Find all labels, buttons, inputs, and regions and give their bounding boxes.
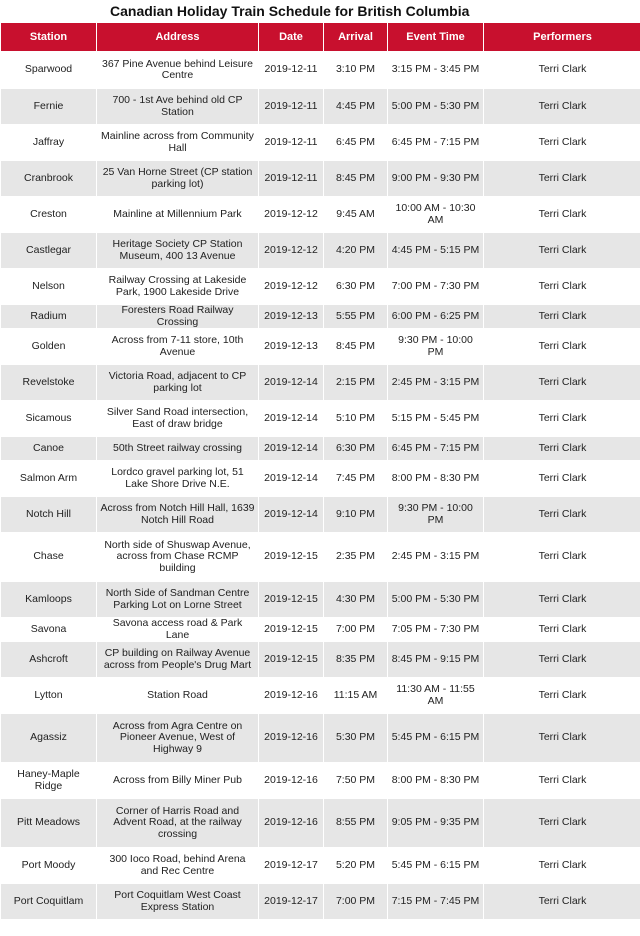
arrival-cell: 3:10 PM <box>324 52 387 88</box>
event-time-cell: 11:30 AM - 11:55 AM <box>388 678 483 713</box>
date-cell: 2019-12-14 <box>259 401 323 436</box>
table-row <box>1 848 640 883</box>
date-cell: 2019-12-11 <box>259 52 323 88</box>
arrival-cell: 7:50 PM <box>324 763 387 798</box>
table-body <box>1 52 640 919</box>
date-cell: 2019-12-11 <box>259 125 323 160</box>
event-time-cell: 2:45 PM - 3:15 PM <box>388 533 483 581</box>
performers-cell: Terri Clark <box>484 269 640 304</box>
performers-cell: Terri Clark <box>484 52 640 88</box>
performers-cell: Terri Clark <box>484 401 640 436</box>
header-arrival: Arrival <box>324 23 387 51</box>
arrival-cell: 9:45 AM <box>324 197 387 232</box>
address-cell: Mainline at Millennium Park <box>97 197 258 232</box>
date-cell: 2019-12-15 <box>259 642 323 677</box>
performers-cell: Terri Clark <box>484 582 640 617</box>
performers-cell: Terri Clark <box>484 497 640 532</box>
table-row <box>1 533 640 581</box>
station-cell: Revelstoke <box>1 365 96 400</box>
address-cell: Across from Billy Miner Pub <box>97 763 258 798</box>
event-time-cell: 6:45 PM - 7:15 PM <box>388 437 483 460</box>
header-station: Station <box>1 23 96 51</box>
performers-cell: Terri Clark <box>484 799 640 847</box>
date-cell: 2019-12-11 <box>259 89 323 124</box>
table-row <box>1 618 640 641</box>
performers-cell: Terri Clark <box>484 848 640 883</box>
performers-cell: Terri Clark <box>484 763 640 798</box>
station-cell: Cranbrook <box>1 161 96 196</box>
performers-cell: Terri Clark <box>484 329 640 364</box>
date-cell: 2019-12-13 <box>259 329 323 364</box>
date-cell: 2019-12-14 <box>259 365 323 400</box>
date-cell: 2019-12-17 <box>259 884 323 919</box>
arrival-cell: 5:55 PM <box>324 305 387 328</box>
address-cell: CP building on Railway Avenue across from People's Drug Mart <box>97 642 258 677</box>
performers-cell: Terri Clark <box>484 533 640 581</box>
event-time-cell: 5:45 PM - 6:15 PM <box>388 848 483 883</box>
station-cell: Fernie <box>1 89 96 124</box>
date-cell: 2019-12-15 <box>259 533 323 581</box>
station-cell: Pitt Meadows <box>1 799 96 847</box>
table-row <box>1 365 640 400</box>
table-row <box>1 678 640 713</box>
event-time-cell: 4:45 PM - 5:15 PM <box>388 233 483 268</box>
address-cell: Across from Agra Centre on Pioneer Avenue, West of Highway 9 <box>97 714 258 762</box>
schedule-table <box>0 22 640 920</box>
address-cell: Foresters Road Railway Crossing <box>97 305 258 328</box>
arrival-cell: 2:15 PM <box>324 365 387 400</box>
table-row <box>1 884 640 919</box>
event-time-cell: 6:45 PM - 7:15 PM <box>388 125 483 160</box>
station-cell: Radium <box>1 305 96 328</box>
event-time-cell: 2:45 PM - 3:15 PM <box>388 365 483 400</box>
event-time-cell: 8:00 PM - 8:30 PM <box>388 763 483 798</box>
date-cell: 2019-12-16 <box>259 678 323 713</box>
arrival-cell: 7:00 PM <box>324 618 387 641</box>
arrival-cell: 4:45 PM <box>324 89 387 124</box>
arrival-cell: 5:20 PM <box>324 848 387 883</box>
table-row <box>1 305 640 328</box>
station-cell: Sicamous <box>1 401 96 436</box>
date-cell: 2019-12-13 <box>259 305 323 328</box>
date-cell: 2019-12-15 <box>259 618 323 641</box>
table-row <box>1 233 640 268</box>
performers-cell: Terri Clark <box>484 437 640 460</box>
arrival-cell: 7:00 PM <box>324 884 387 919</box>
performers-cell: Terri Clark <box>484 89 640 124</box>
page-title: Canadian Holiday Train Schedule for British Columbia <box>110 3 470 19</box>
table-row <box>1 461 640 496</box>
arrival-cell: 6:45 PM <box>324 125 387 160</box>
event-time-cell: 7:00 PM - 7:30 PM <box>388 269 483 304</box>
station-cell: Ashcroft <box>1 642 96 677</box>
station-cell: Notch Hill <box>1 497 96 532</box>
date-cell: 2019-12-16 <box>259 714 323 762</box>
arrival-cell: 8:55 PM <box>324 799 387 847</box>
performers-cell: Terri Clark <box>484 461 640 496</box>
station-cell: Jaffray <box>1 125 96 160</box>
table-row <box>1 401 640 436</box>
event-time-cell: 5:15 PM - 5:45 PM <box>388 401 483 436</box>
date-cell: 2019-12-11 <box>259 161 323 196</box>
header-date: Date <box>259 23 323 51</box>
address-cell: 300 Ioco Road, behind Arena and Rec Centre <box>97 848 258 883</box>
station-cell: Agassiz <box>1 714 96 762</box>
arrival-cell: 11:15 AM <box>324 678 387 713</box>
station-cell: Sparwood <box>1 52 96 88</box>
event-time-cell: 7:15 PM - 7:45 PM <box>388 884 483 919</box>
address-cell: Station Road <box>97 678 258 713</box>
performers-cell: Terri Clark <box>484 642 640 677</box>
station-cell: Castlegar <box>1 233 96 268</box>
arrival-cell: 4:30 PM <box>324 582 387 617</box>
event-time-cell: 5:45 PM - 6:15 PM <box>388 714 483 762</box>
address-cell: Across from 7-11 store, 10th Avenue <box>97 329 258 364</box>
header-row <box>1 23 640 51</box>
table-row <box>1 642 640 677</box>
arrival-cell: 2:35 PM <box>324 533 387 581</box>
address-cell: Railway Crossing at Lakeside Park, 1900 Lakeside Drive <box>97 269 258 304</box>
date-cell: 2019-12-12 <box>259 197 323 232</box>
performers-cell: Terri Clark <box>484 161 640 196</box>
address-cell: Lordco gravel parking lot, 51 Lake Shore Drive N.E. <box>97 461 258 496</box>
event-time-cell: 5:00 PM - 5:30 PM <box>388 582 483 617</box>
date-cell: 2019-12-14 <box>259 461 323 496</box>
performers-cell: Terri Clark <box>484 618 640 641</box>
table-row <box>1 497 640 532</box>
station-cell: Golden <box>1 329 96 364</box>
event-time-cell: 9:30 PM - 10:00 PM <box>388 329 483 364</box>
event-time-cell: 5:00 PM - 5:30 PM <box>388 89 483 124</box>
arrival-cell: 6:30 PM <box>324 269 387 304</box>
date-cell: 2019-12-14 <box>259 497 323 532</box>
arrival-cell: 4:20 PM <box>324 233 387 268</box>
station-cell: Lytton <box>1 678 96 713</box>
address-cell: Victoria Road, adjacent to CP parking lot <box>97 365 258 400</box>
station-cell: Nelson <box>1 269 96 304</box>
station-cell: Creston <box>1 197 96 232</box>
table-row <box>1 197 640 232</box>
address-cell: Savona access road & Park Lane <box>97 618 258 641</box>
station-cell: Chase <box>1 533 96 581</box>
event-time-cell: 10:00 AM - 10:30 AM <box>388 197 483 232</box>
performers-cell: Terri Clark <box>484 197 640 232</box>
arrival-cell: 8:45 PM <box>324 329 387 364</box>
date-cell: 2019-12-12 <box>259 269 323 304</box>
table-row <box>1 763 640 798</box>
address-cell: Across from Notch Hill Hall, 1639 Notch Hill Road <box>97 497 258 532</box>
header-event-time: Event Time <box>388 23 483 51</box>
station-cell: Canoe <box>1 437 96 460</box>
event-time-cell: 6:00 PM - 6:25 PM <box>388 305 483 328</box>
address-cell: Corner of Harris Road and Advent Road, at the railway crossing <box>97 799 258 847</box>
performers-cell: Terri Clark <box>484 678 640 713</box>
address-cell: Mainline across from Community Hall <box>97 125 258 160</box>
address-cell: Port Coquitlam West Coast Express Station <box>97 884 258 919</box>
arrival-cell: 9:10 PM <box>324 497 387 532</box>
date-cell: 2019-12-14 <box>259 437 323 460</box>
arrival-cell: 5:10 PM <box>324 401 387 436</box>
table-row <box>1 799 640 847</box>
event-time-cell: 8:00 PM - 8:30 PM <box>388 461 483 496</box>
table-row <box>1 437 640 460</box>
date-cell: 2019-12-16 <box>259 799 323 847</box>
table-row <box>1 582 640 617</box>
date-cell: 2019-12-12 <box>259 233 323 268</box>
performers-cell: Terri Clark <box>484 233 640 268</box>
address-cell: North side of Shuswap Avenue, across from Chase RCMP building <box>97 533 258 581</box>
table-row <box>1 161 640 196</box>
event-time-cell: 9:30 PM - 10:00 PM <box>388 497 483 532</box>
header-address: Address <box>97 23 258 51</box>
performers-cell: Terri Clark <box>484 884 640 919</box>
arrival-cell: 5:30 PM <box>324 714 387 762</box>
address-cell: 25 Van Horne Street (CP station parking lot) <box>97 161 258 196</box>
station-cell: Port Coquitlam <box>1 884 96 919</box>
station-cell: Salmon Arm <box>1 461 96 496</box>
address-cell: 700 - 1st Ave behind old CP Station <box>97 89 258 124</box>
arrival-cell: 7:45 PM <box>324 461 387 496</box>
station-cell: Port Moody <box>1 848 96 883</box>
event-time-cell: 9:05 PM - 9:35 PM <box>388 799 483 847</box>
event-time-cell: 8:45 PM - 9:15 PM <box>388 642 483 677</box>
arrival-cell: 8:45 PM <box>324 161 387 196</box>
date-cell: 2019-12-17 <box>259 848 323 883</box>
performers-cell: Terri Clark <box>484 365 640 400</box>
event-time-cell: 9:00 PM - 9:30 PM <box>388 161 483 196</box>
header-performers: Performers <box>484 23 640 51</box>
performers-cell: Terri Clark <box>484 714 640 762</box>
address-cell: 50th Street railway crossing <box>97 437 258 460</box>
station-cell: Savona <box>1 618 96 641</box>
address-cell: 367 Pine Avenue behind Leisure Centre <box>97 52 258 88</box>
address-cell: Silver Sand Road intersection, East of draw bridge <box>97 401 258 436</box>
table-row <box>1 329 640 364</box>
table-row <box>1 125 640 160</box>
table-row <box>1 714 640 762</box>
station-cell: Kamloops <box>1 582 96 617</box>
station-cell: Haney-Maple Ridge <box>1 763 96 798</box>
event-time-cell: 3:15 PM - 3:45 PM <box>388 52 483 88</box>
date-cell: 2019-12-16 <box>259 763 323 798</box>
performers-cell: Terri Clark <box>484 305 640 328</box>
address-cell: North Side of Sandman Centre Parking Lot on Lorne Street <box>97 582 258 617</box>
arrival-cell: 6:30 PM <box>324 437 387 460</box>
table-row <box>1 89 640 124</box>
table-row <box>1 269 640 304</box>
date-cell: 2019-12-15 <box>259 582 323 617</box>
arrival-cell: 8:35 PM <box>324 642 387 677</box>
address-cell: Heritage Society CP Station Museum, 400 13 Avenue <box>97 233 258 268</box>
performers-cell: Terri Clark <box>484 125 640 160</box>
event-time-cell: 7:05 PM - 7:30 PM <box>388 618 483 641</box>
table-row <box>1 52 640 88</box>
